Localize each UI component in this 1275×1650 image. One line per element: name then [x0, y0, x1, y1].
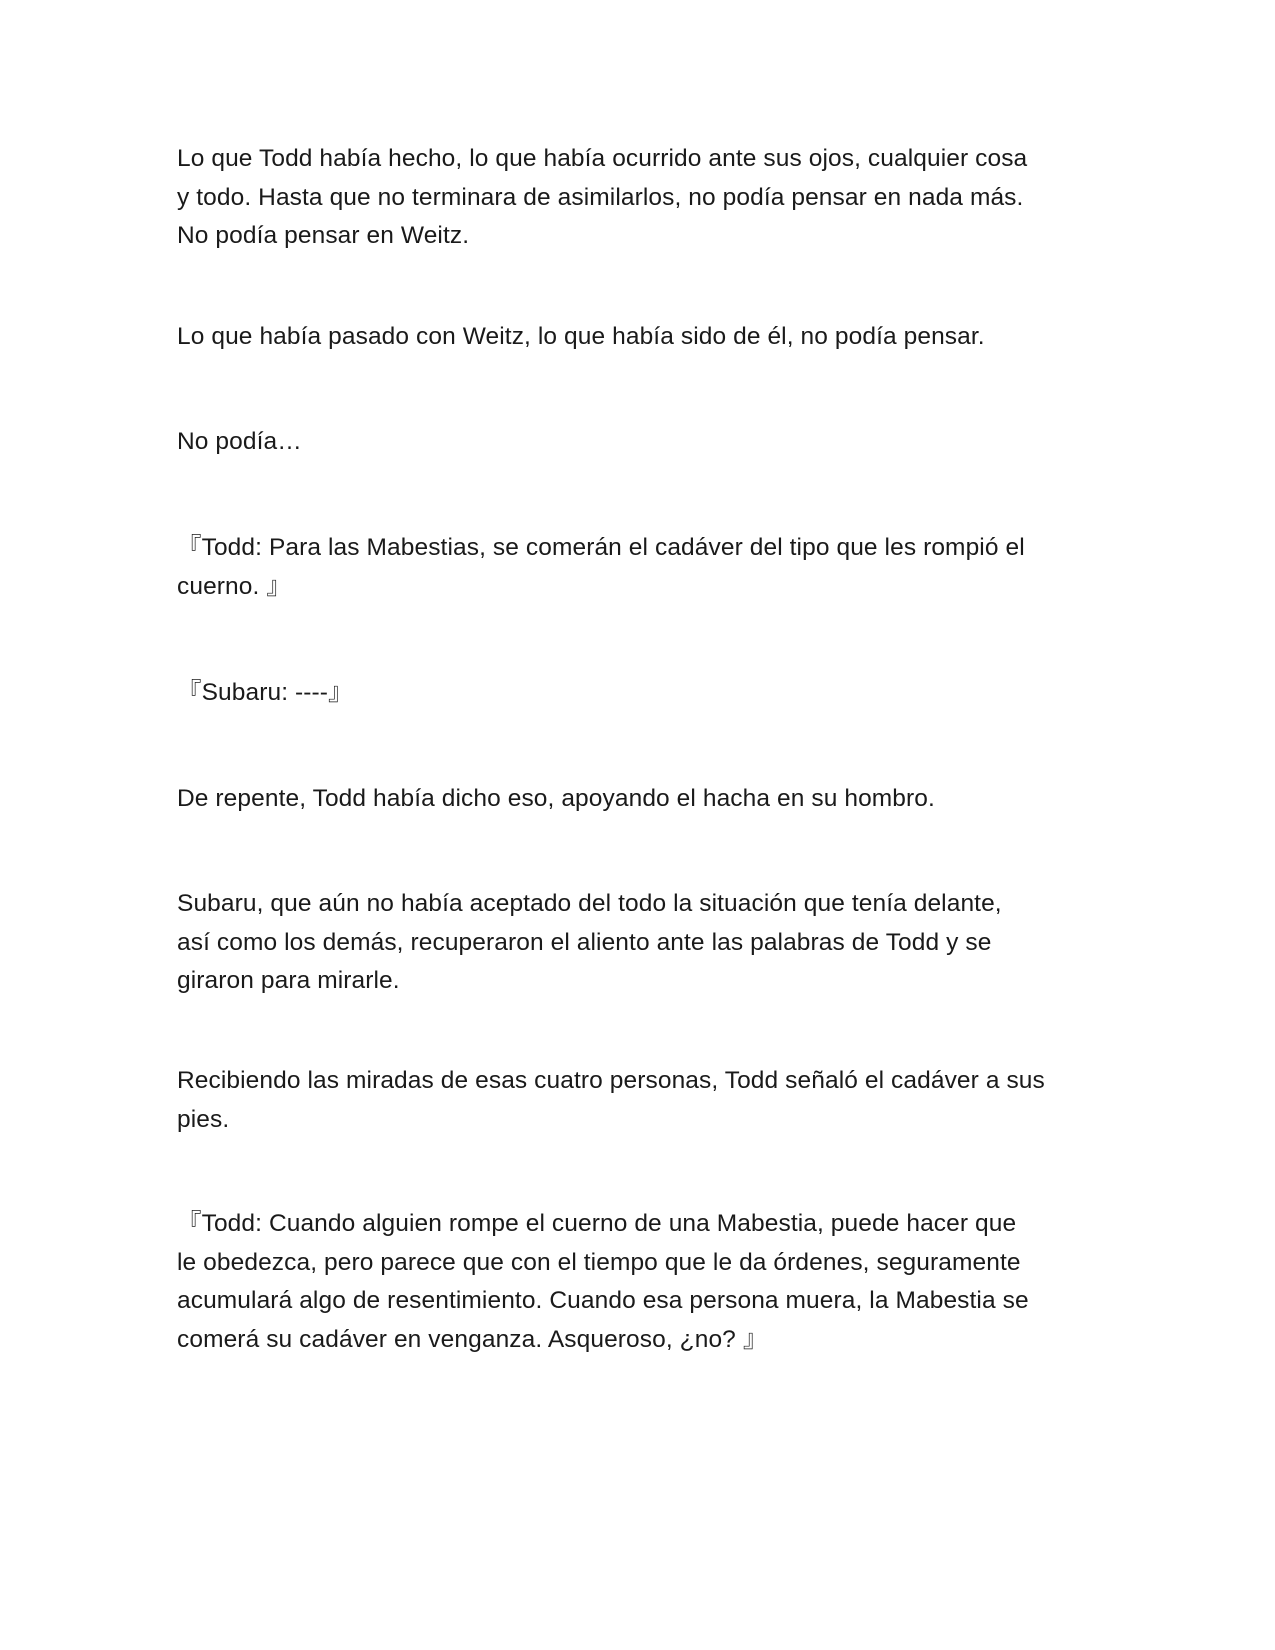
- text-line: De repente, Todd había dicho eso, apoyando el hacha en su hombro.: [177, 785, 935, 812]
- text-line: Recibiendo las miradas de esas cuatro personas, Todd señaló el cadáver a sus: [177, 1067, 1045, 1094]
- paragraph-dialogue-todd-2: [177, 1205, 1107, 1359]
- paragraph-narration-3: [177, 423, 1107, 462]
- paragraph-narration-4: [177, 780, 1107, 819]
- paragraph-dialogue-todd-1: [177, 529, 1107, 606]
- text-line: 『Subaru: ----』: [177, 679, 353, 706]
- text-line: Lo que Todd había hecho, lo que había ocurrido ante sus ojos, cualquier cosa: [177, 145, 1028, 172]
- text-line: Lo que había pasado con Weitz, lo que había sido de él, no podía pensar.: [177, 323, 985, 350]
- paragraph-narration-1: [177, 140, 1107, 256]
- text-line: y todo. Hasta que no terminara de asimilarlos, no podía pensar en nada más.: [177, 183, 1024, 211]
- text-line: No podía pensar en Weitz.: [177, 222, 470, 249]
- text-line: No podía…: [177, 428, 302, 455]
- text-line: comerá su cadáver en venganza. Asqueroso, ¿no? 』: [177, 1325, 768, 1353]
- text-line: 『Todd: Para las Mabestias, se comerán el cadáver del tipo que les rompió el: [177, 534, 1025, 561]
- paragraph-narration-2: [177, 318, 1107, 357]
- text-line: así como los demás, recuperaron el aliento ante las palabras de Todd y se: [177, 928, 992, 956]
- text-line: giraron para mirarle.: [177, 967, 400, 994]
- text-line: le obedezca, pero parece que con el tiempo que le da órdenes, seguramente: [177, 1248, 1021, 1276]
- paragraph-narration-5: [177, 885, 1107, 1001]
- paragraph-dialogue-subaru: [177, 674, 1107, 713]
- text-line: cuerno. 』: [177, 572, 291, 600]
- text-line: Subaru, que aún no había aceptado del todo la situación que tenía delante,: [177, 890, 1002, 917]
- paragraph-narration-6: [177, 1062, 1107, 1139]
- text-line: pies.: [177, 1105, 230, 1133]
- text-line: 『Todd: Cuando alguien rompe el cuerno de una Mabestia, puede hacer que: [177, 1210, 1017, 1237]
- text-line: acumulará algo de resentimiento. Cuando esa persona muera, la Mabestia se: [177, 1287, 1029, 1314]
